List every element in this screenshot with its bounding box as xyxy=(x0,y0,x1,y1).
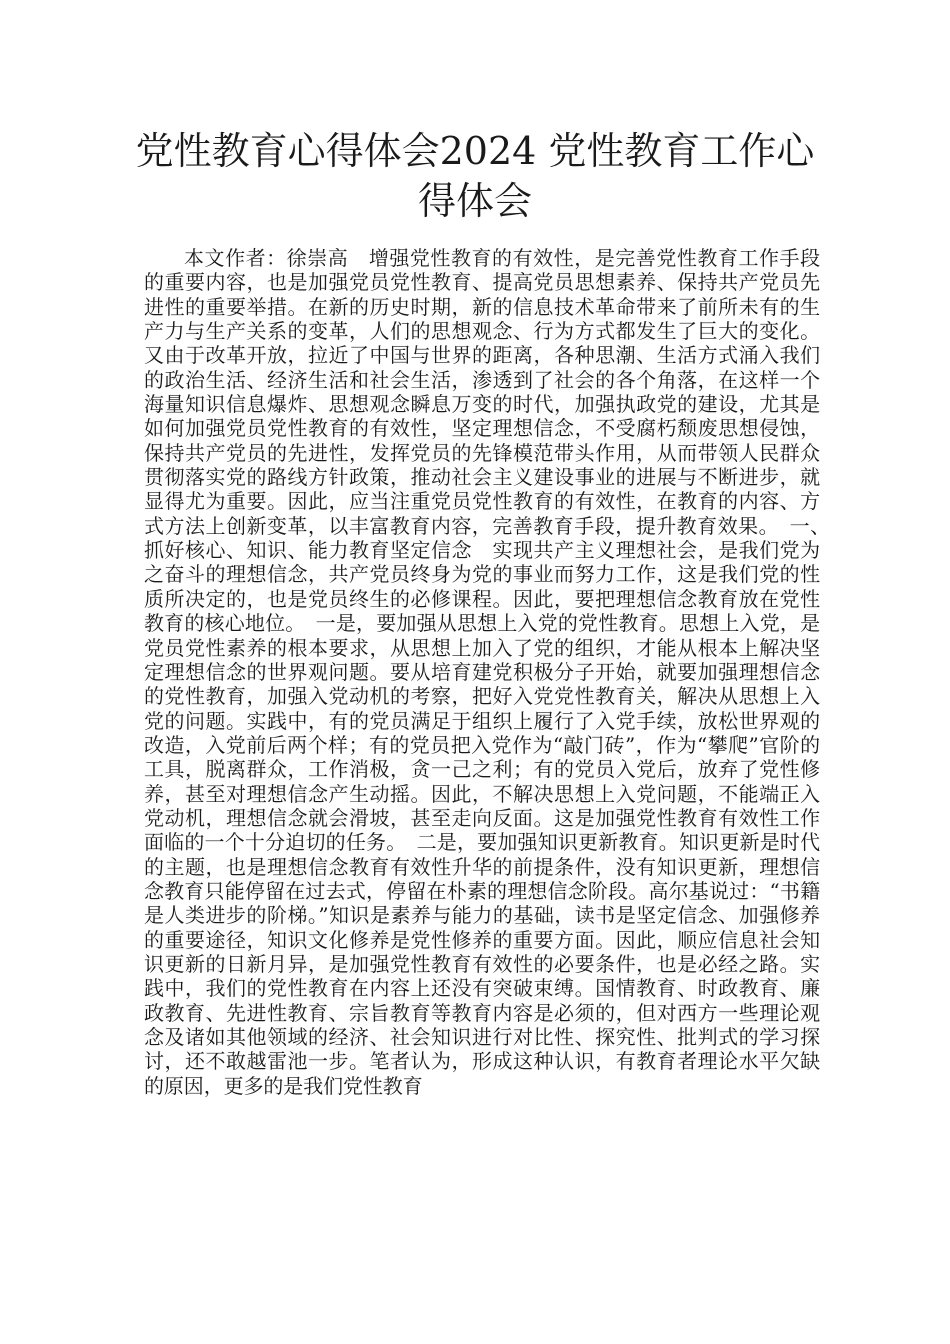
document-body-paragraph: 本文作者：徐崇高 增强党性教育的有效性，是完善党性教育工作手段的重要内容，也是加强党员党性教育、提高党员思想素养、保持共产党员先进性的重要举措。在新的历史时期，新的信息技术革命带来了前所未有的生产力与生产关系的变革，人们的思想观念、行为方式都发生了巨大的变化。又由于改革开放，拉近了中国与世界的距离，各种思潮、生活方式涌入我们的政治生活、经济生活和社会生活，渗透到了社会的各个角落，在这样一个海量知识信息爆炸、思想观念瞬息万变的时代，加强执政党的建设，尤其是如何加强党员党性教育的有效性，坚定理想信念，不受腐朽颓废思想侵蚀，保持共产党员的先进性，发挥党员的先锋模范带头作用，从而带领人民群众贯彻落实党的路线方针政策，推动社会主义建设事业的进展与不断进步，就显得尤为重要。因此，应当注重党员党性教育的有效性，在教育的内容、方式方法上创新变革，以丰富教育内容，完善教育手段，提升教育效果。 一、 抓好核心、知识、能力教育坚定信念 实现共产主义理想社会，是我们党为之奋斗的理想信念，共产党员终身为党的事业而努力工作，这是我们党的性质所决定的，也是党员终生的必修课程。因此，要把理想信念教育放在党性教育的核心地位。 一是，要加强从思想上入党的党性教育。思想上入党，是党员党性素养的根本要求，从思想上加入了党的组织，才能从根本上解决坚定理想信念的世界观问题。要从培育建党积极分子开始，就要加强理想信念的党性教育，加强入党动机的考察，把好入党党性教育关，解决从思想上入党的问题。实践中，有的党员满足于组织上履行了入党手续，放松世界观的改造，入党前后两个样；有的党员把入党作为“敲门砖”，作为“攀爬”官阶的工具，脱离群众，工作消极，贪一己之利；有的党员入党后，放弃了党性修养，甚至对理想信念产生动摇。因此，不解决思想上入党问题，不能端正入党动机，理想信念就会滑坡，甚至走向反面。这是加强党性教育有效性工作面临的一个十分迫切的任务。 二是，要加强知识更新教育。知识更新是时代的主题，也是理想信念教育有效性升华的前提条件，没有知识更新，理想信念教育只能停留在过去式，停留在朴素的理想信念阶段。高尔基说过：“书籍是人类进步的阶梯。”知识是素养与能力的基础，读书是坚定信念、加强修养的重要途径，知识文化修养是党性修养的重要方面。因此，顺应信息社会知识更新的日新月异，是加强党性教育有效性的必要条件，也是必经之路。实践中，我们的党性教育在内容上还没有突破束缚。国情教育、时政教育、廉政教育、先进性教育、宗旨教育等教育内容是必须的，但对西方一些理论观念及诸如其他领域的经济、社会知识进行对比性、探究性、批判式的学习探讨，还不敢越雷池一步。笔者认为，形成这种认识，有教育者理论水平欠缺的原因，更多的是我们党性教育 xyxy=(144,246,840,1098)
document-title: 党性教育心得体会2024 党性教育工作心得体会 xyxy=(135,129,815,223)
